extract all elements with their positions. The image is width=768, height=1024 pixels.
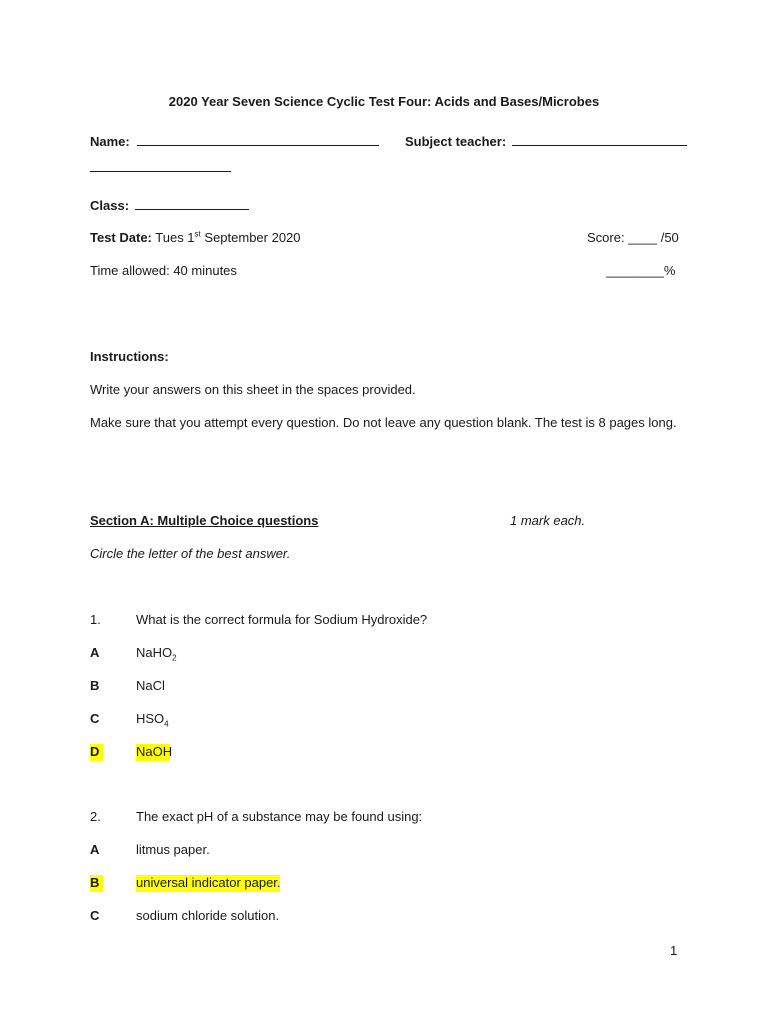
option-letter: A bbox=[90, 842, 100, 857]
test-date-ordinal: st bbox=[194, 229, 201, 239]
test-date-row bbox=[90, 230, 301, 246]
q1-number: 1. bbox=[90, 612, 101, 627]
option-subscript: 4 bbox=[164, 719, 169, 729]
name-row bbox=[90, 133, 379, 150]
instructions-heading: Instructions: bbox=[90, 349, 169, 364]
q1-text: What is the correct formula for Sodium Hydroxide? bbox=[136, 612, 428, 627]
option-text: litmus paper. bbox=[136, 842, 210, 857]
q2-number: 2. bbox=[90, 809, 101, 824]
section-a-heading: Section A: Multiple Choice questions bbox=[90, 513, 319, 528]
class-row bbox=[90, 197, 249, 214]
name-label: Name: bbox=[90, 134, 130, 149]
section-a-instruction: Circle the letter of the best answer. bbox=[90, 546, 291, 561]
name-field[interactable] bbox=[137, 133, 379, 146]
option-text bbox=[136, 711, 169, 727]
option-letter: C bbox=[90, 711, 100, 726]
q2-text: The exact pH of a substance may be found using: bbox=[136, 809, 423, 824]
page-title: 2020 Year Seven Science Cyclic Test Four: Acids and Bases/Microbes bbox=[168, 94, 600, 109]
subject-teacher-continuation bbox=[90, 159, 231, 176]
test-date-value bbox=[155, 230, 300, 245]
option-text: NaOH bbox=[136, 744, 173, 759]
class-field[interactable] bbox=[135, 197, 249, 210]
subject-teacher-label: Subject teacher: bbox=[405, 134, 507, 149]
instruction-2: Make sure that you attempt every question. Do not leave any question blank. The test is 8 pages long. bbox=[90, 415, 677, 430]
subject-teacher-row bbox=[405, 133, 687, 150]
test-date-month-year: September 2020 bbox=[200, 230, 301, 245]
option-text: NaCl bbox=[136, 678, 165, 693]
subject-teacher-field-continued[interactable] bbox=[90, 159, 231, 172]
class-label: Class: bbox=[90, 198, 130, 213]
option-letter: B bbox=[90, 678, 100, 693]
option-text bbox=[136, 645, 177, 661]
percent-line: ________% bbox=[606, 263, 676, 278]
test-date-day: Tues 1 bbox=[155, 230, 195, 245]
instruction-1: Write your answers on this sheet in the spaces provided. bbox=[90, 382, 416, 397]
section-a-marks: 1 mark each. bbox=[510, 513, 586, 528]
option-letter: A bbox=[90, 645, 100, 660]
option-letter: B bbox=[90, 875, 100, 890]
option-letter: D bbox=[90, 744, 100, 759]
option-letter: C bbox=[90, 908, 100, 923]
option-text: universal indicator paper. bbox=[136, 875, 281, 890]
option-subscript: 2 bbox=[172, 653, 177, 663]
page-number: 1 bbox=[670, 943, 678, 958]
option-formula: HSO bbox=[136, 711, 165, 726]
score-label: Score: ____ /50 bbox=[587, 230, 679, 245]
option-formula: NaHO bbox=[136, 645, 173, 660]
test-date-label: Test Date: bbox=[90, 230, 152, 245]
option-text: sodium chloride solution. bbox=[136, 908, 280, 923]
subject-teacher-field[interactable] bbox=[512, 133, 687, 146]
time-allowed: Time allowed: 40 minutes bbox=[90, 263, 237, 278]
